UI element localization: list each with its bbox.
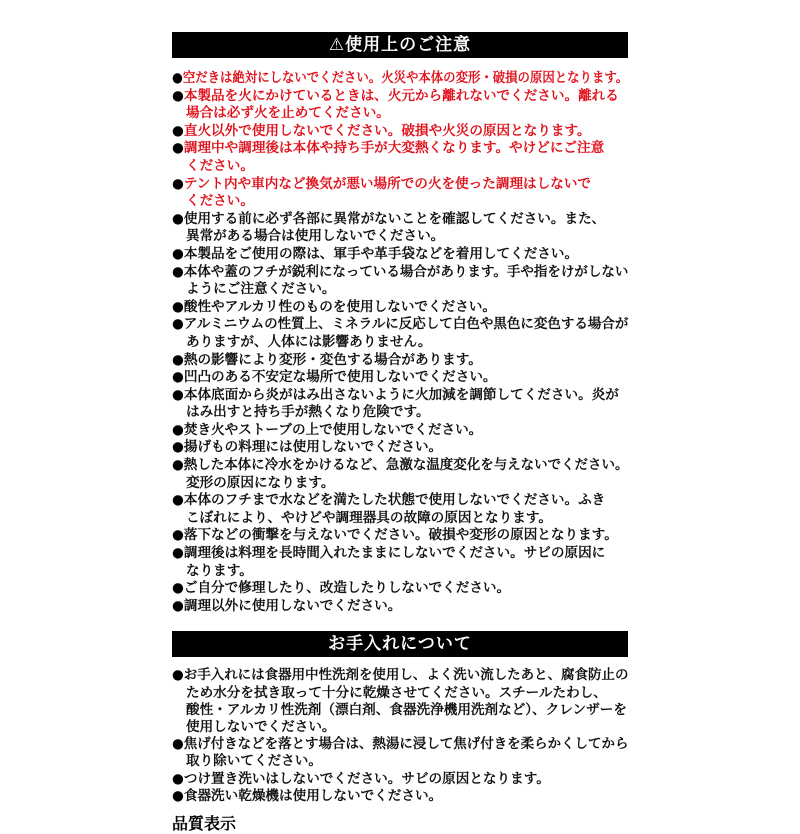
section-header-usage-precautions [172, 32, 628, 58]
list-item [172, 492, 628, 527]
usage-precautions-section [172, 32, 628, 615]
list-item-line [172, 702, 628, 719]
list-item-line [172, 352, 628, 370]
list-item [172, 123, 628, 141]
list-item-line [172, 598, 628, 616]
list-item-text: 場合は必ず火を止めてください。 [186, 105, 390, 122]
list-item [172, 369, 628, 387]
list-item [172, 299, 628, 317]
list-item-line [172, 563, 628, 581]
list-item-line [172, 70, 629, 88]
list-item-line [172, 123, 628, 141]
list-item-text: 熱した本体に冷水をかけるなど、急激な温度変化を与えないでください。 [183, 457, 629, 474]
list-item-text: 熱の影響により変形・変色する場合があります。 [183, 351, 482, 368]
list-item-line [172, 771, 628, 788]
bullet-icon: ● [172, 457, 184, 474]
list-item-line [172, 457, 629, 475]
bullet-icon: ● [172, 492, 184, 509]
list-item-text: 使用する前に必ず各部に異常がないことを確認してください。また、 [183, 210, 606, 227]
list-item-text: こぼれにより、やけどや調理器具の故障の原因となります。 [186, 509, 552, 526]
list-item-line [172, 736, 629, 753]
list-item-line [172, 140, 628, 158]
list-item-line [172, 667, 629, 684]
list-item-text: 異常がある場合は使用しないでください。 [186, 228, 445, 245]
list-item [172, 771, 628, 788]
list-item-text: 本体底面から炎がはみ出さないように火加減を調節してください。炎が [183, 386, 619, 403]
list-item [172, 598, 628, 616]
list-item-line [172, 545, 628, 563]
list-item [172, 211, 628, 246]
list-item [172, 439, 628, 457]
bullet-icon: ● [172, 667, 184, 684]
list-item-line [172, 88, 628, 106]
list-item-text: 調理以外に使用しないでください。 [183, 597, 402, 614]
list-item-text: 本製品を火にかけているときは、火元から離れないでください。離れる [183, 87, 619, 104]
list-item-text: ようにご注意ください。 [186, 281, 336, 298]
list-item-text: ため水分を拭き取って十分に乾燥させてください。スチールたわし、 [186, 684, 607, 701]
list-item-line [172, 228, 628, 246]
bullet-icon: ● [172, 316, 184, 333]
list-item-text: お手入れには食器用中性洗剤を使用し、よく洗い流したあと、腐食防止の [183, 667, 629, 684]
list-item [172, 457, 628, 492]
list-item [172, 667, 628, 736]
bullet-icon: ● [172, 527, 184, 544]
list-item-text: 本製品をご使用の際は、軍手や革手袋などを着用してください。 [183, 245, 579, 262]
bullet-icon: ● [172, 421, 184, 438]
bullet-icon: ● [172, 787, 184, 804]
bullet-icon: ● [172, 369, 184, 386]
list-item-line [172, 105, 628, 123]
bullet-icon: ● [172, 386, 184, 403]
list-item-text: 調理後は料理を長時間入れたままにしないでください。サビの原因に [183, 545, 606, 562]
list-item-text: 酸性・アルカリ性洗剤（漂白剤、食器洗浄機用洗剤など）、クレンザーを [186, 701, 627, 718]
bullet-icon: ● [172, 70, 183, 86]
bullet-icon: ● [172, 351, 184, 368]
list-item-line [172, 334, 628, 352]
list-item [172, 422, 628, 440]
list-item [172, 88, 628, 123]
list-item-line [172, 580, 628, 598]
list-item-text: ください。 [186, 157, 254, 174]
bullet-icon: ● [172, 580, 184, 597]
list-item-text: 食器洗い乾燥機は使用しないでください。 [183, 787, 443, 804]
list-item [172, 176, 628, 211]
bullet-icon: ● [172, 245, 184, 262]
list-item-line [172, 211, 628, 229]
section-title: 使用上のご注意 [345, 35, 472, 55]
list-item [172, 580, 628, 598]
list-item-text: なります。 [186, 562, 253, 579]
product-label [172, 32, 628, 834]
list-item [172, 527, 628, 545]
bullet-icon: ● [172, 736, 184, 753]
bullet-icon: ● [172, 770, 184, 787]
precautions-list [172, 70, 628, 615]
list-item-line [172, 422, 628, 440]
list-item-text: アルミニウムの性質上、ミネラルに反応して白色や黒色に変色する場合が [183, 316, 629, 333]
list-item-text: 調理中や調理後は本体や持ち手が大変熱くなります。やけどにご注意 [183, 140, 605, 157]
list-item [172, 736, 628, 770]
list-item-text: つけ置き洗いはしないでください。サビの原因となります。 [183, 770, 550, 787]
list-item [172, 387, 628, 422]
list-item-text: 焦げ付きなどを落とす場合は、熱湯に浸して焦げ付きを柔らかくしてから [183, 736, 629, 753]
list-item-text: 本体や蓋のフチが鋭利になっている場合があります。手や指をけがしない [183, 263, 629, 280]
list-item-line [172, 510, 628, 528]
list-item-text: 変形の原因になります。 [186, 474, 335, 491]
list-item-text: ください。 [186, 193, 254, 210]
list-item-text: 揚げもの料理には使用しないでください。 [183, 439, 443, 456]
section-title: お手入れについて [328, 634, 472, 655]
list-item [172, 788, 628, 805]
bullet-icon: ● [172, 210, 184, 227]
list-item-text: ありますが、人体には影響ありません。 [186, 333, 432, 350]
list-item-text: 空だきは絶対にしないでください。火災や本体の変形・破損の原因となります。 [182, 70, 629, 86]
list-item-text: 直火以外で使用しないでください。破損や火災の原因となります。 [183, 122, 591, 139]
bullet-icon: ● [172, 597, 184, 614]
list-item [172, 140, 628, 175]
bullet-icon: ● [172, 545, 184, 562]
list-item-text: 取り除いてください。 [186, 753, 322, 770]
list-item [172, 316, 628, 351]
list-item-line [172, 263, 629, 282]
list-item-text: 焚き火やストーブの上で使用しないでください。 [183, 421, 483, 438]
bullet-icon: ● [172, 298, 184, 315]
section-header-care [172, 631, 628, 657]
list-item-line [172, 316, 629, 334]
list-item-line [172, 753, 628, 770]
list-item-line [172, 369, 628, 387]
list-item [172, 70, 628, 88]
bullet-icon: ● [172, 140, 184, 157]
quality-label-heading: 品質表示 [172, 814, 237, 834]
list-item-line [172, 193, 628, 211]
list-item-line [172, 158, 628, 176]
bullet-icon: ● [172, 87, 184, 104]
list-item [172, 545, 628, 580]
bullet-icon: ● [172, 122, 184, 139]
list-item [172, 264, 628, 299]
warning-triangle-icon: ⚠ [328, 35, 346, 55]
list-item-text: テント内や車内など換気が悪い場所での火を使った調理はしないで [183, 175, 592, 192]
list-item-text: 本体のフチまで水などを満たした状態で使用しないでください。ふき [183, 492, 606, 509]
bullet-icon: ● [172, 439, 184, 456]
list-item-line [172, 246, 628, 264]
list-item-line [172, 387, 628, 405]
list-item-line [172, 439, 628, 457]
list-item-text: 凹凸のある不安定な場所で使用しないでください。 [183, 369, 497, 386]
list-item-line [172, 788, 628, 805]
list-item-line [172, 281, 628, 299]
list-item-line [172, 719, 628, 736]
list-item-line [172, 299, 628, 317]
list-item [172, 246, 628, 264]
care-list [172, 667, 628, 805]
list-item-text: 使用しないでください。 [186, 719, 336, 736]
list-item-line [172, 475, 628, 493]
care-section [172, 631, 628, 805]
list-item-text: 酸性やアルカリ性のものを使用しないでください。 [183, 298, 496, 315]
list-item-text: 落下などの衝撃を与えないでください。破損や変形の原因となります。 [183, 527, 618, 544]
list-item-text: はみ出すと持ち手が熱くなり危険です。 [186, 404, 430, 421]
list-item [172, 352, 628, 370]
list-item-line [172, 685, 628, 702]
list-item-text: ご自分で修理したり、改造したりしないでください。 [183, 580, 511, 597]
bullet-icon: ● [172, 175, 184, 192]
list-item-line [172, 176, 628, 194]
list-item-line [172, 404, 628, 422]
list-item-line [172, 527, 628, 545]
bullet-icon: ● [172, 263, 184, 280]
list-item-line [172, 492, 628, 510]
